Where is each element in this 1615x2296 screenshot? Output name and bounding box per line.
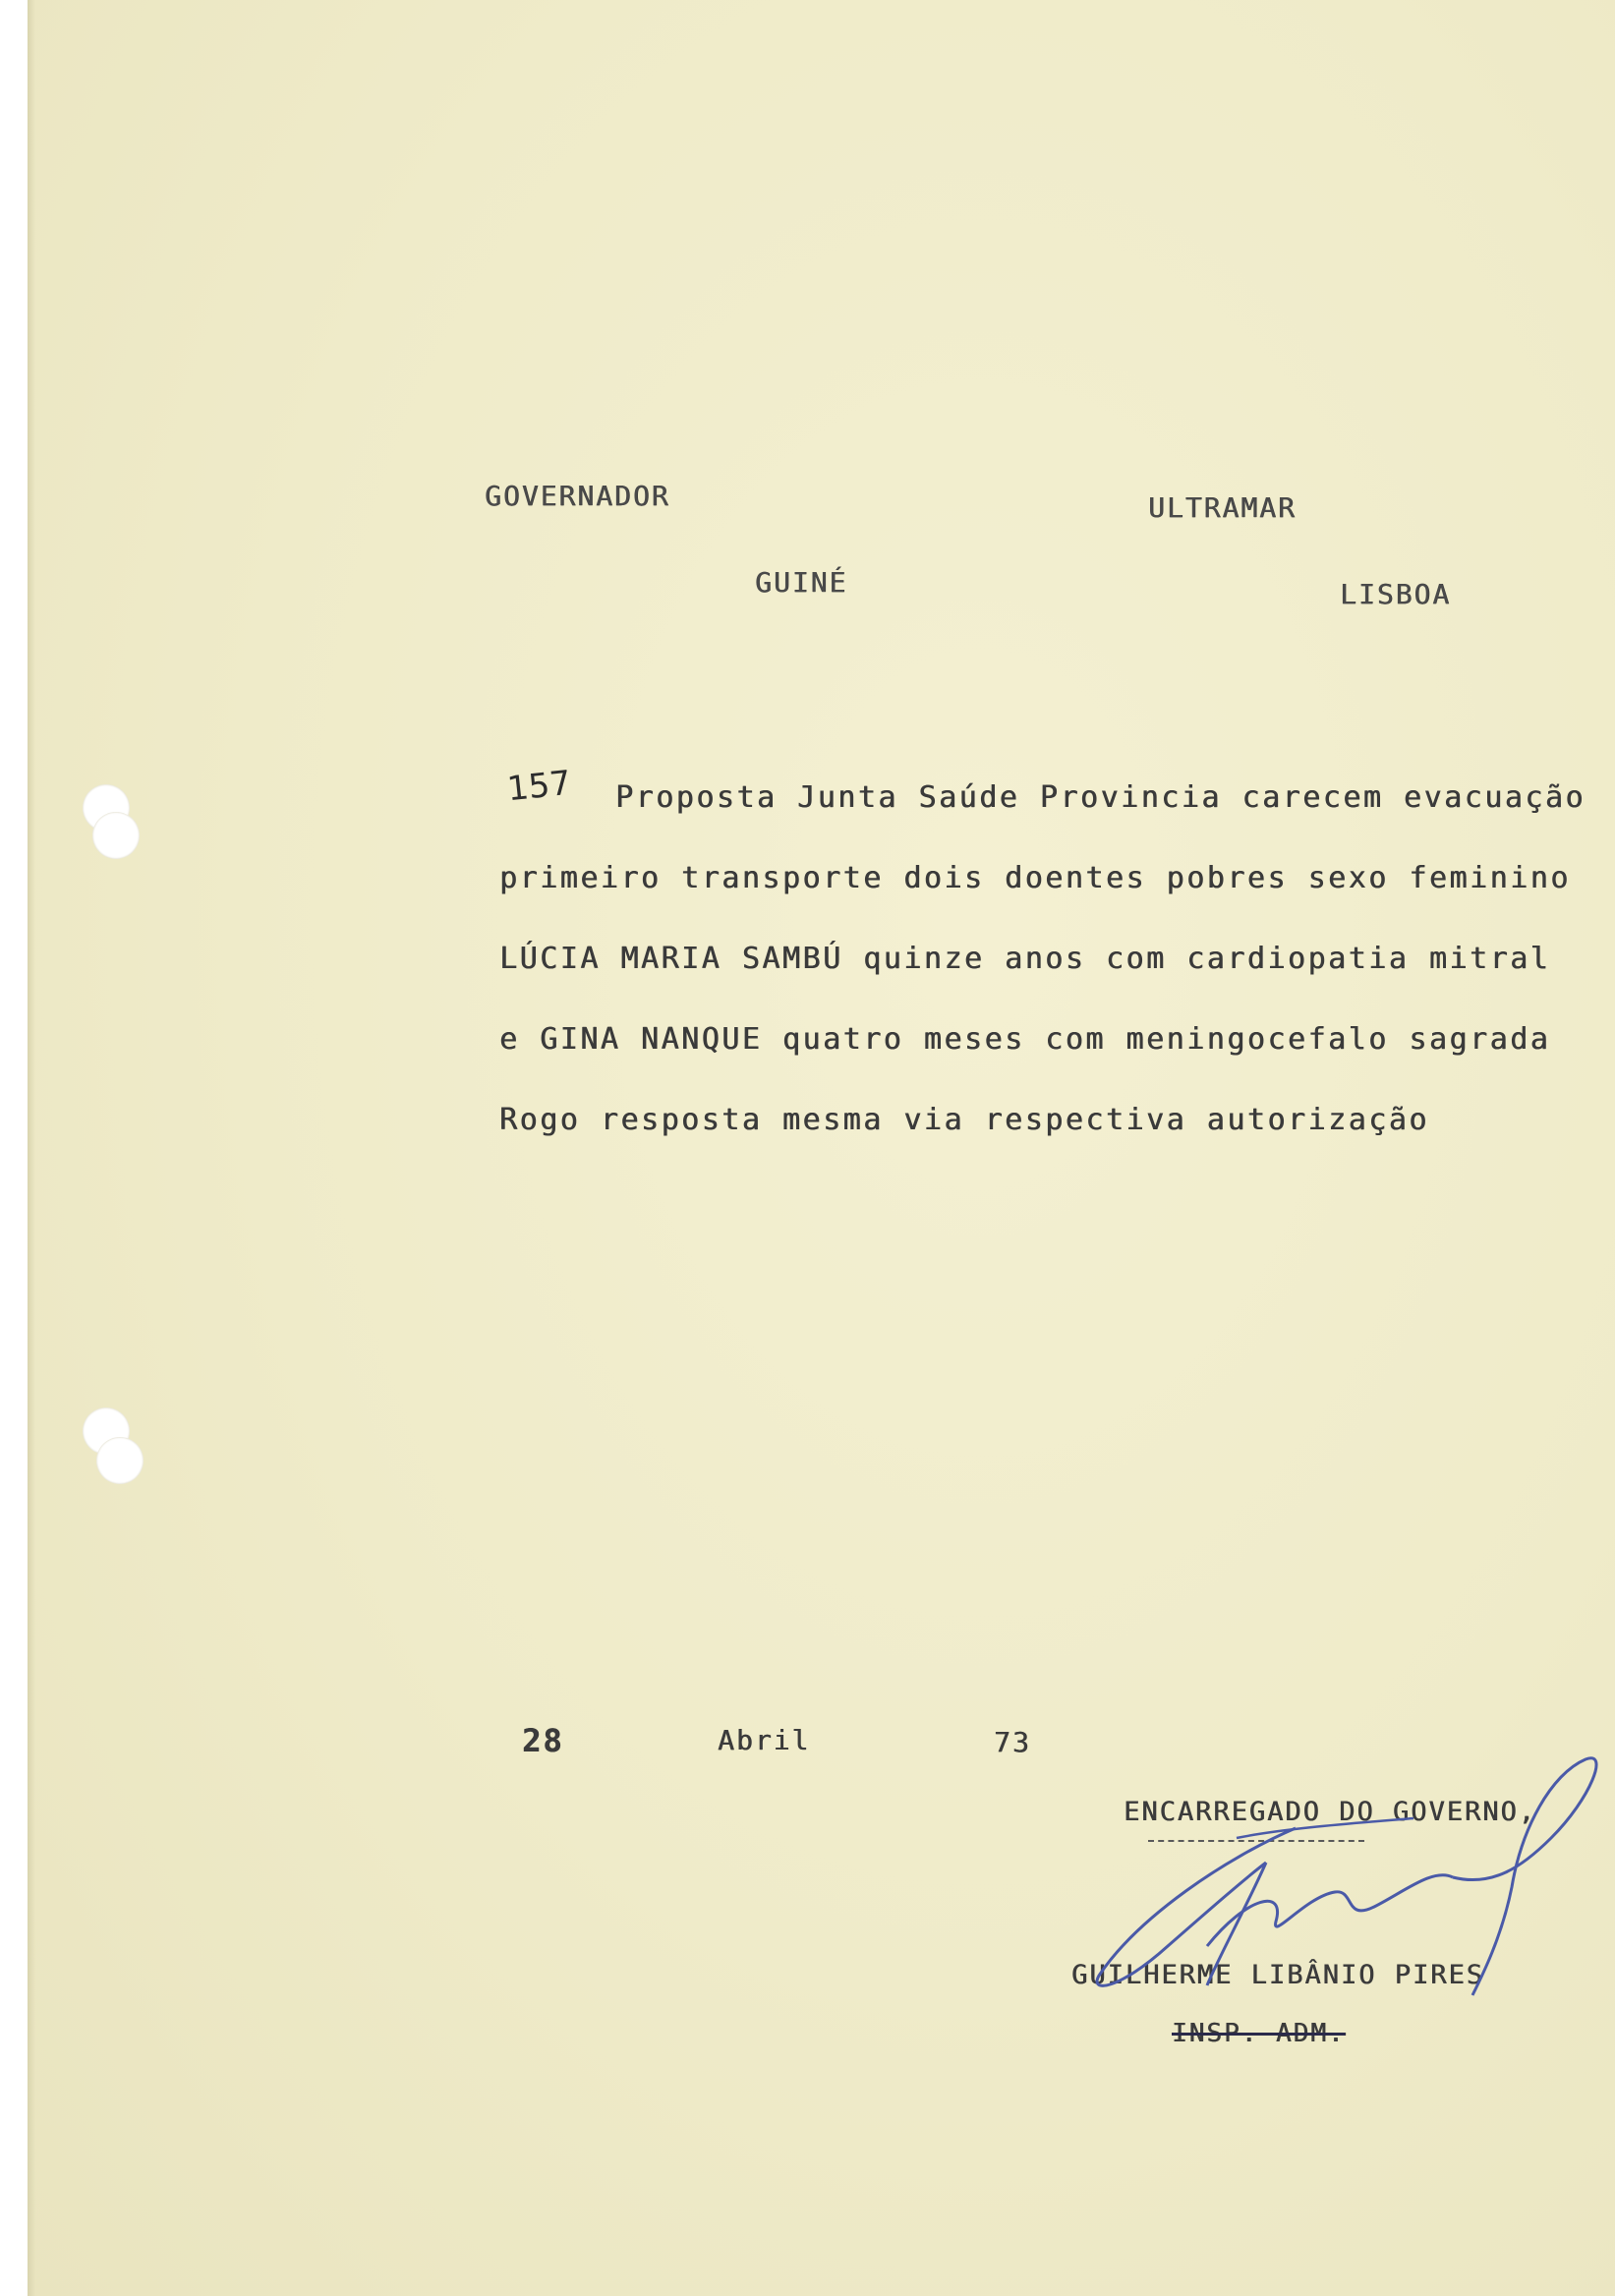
role-underline-dashes [1148, 1840, 1364, 1842]
punch-hole-top-b [92, 812, 140, 859]
header-to-place: LISBOA [1340, 578, 1452, 610]
message-line-1: Proposta Junta Saúde Provincia carecem evacuação [615, 780, 1586, 815]
message-line-5: Rogo resposta mesma via respectiva autorização [499, 1103, 1429, 1137]
signatory-name: GUILHERME LIBÂNIO PIRES [1071, 1960, 1484, 1990]
message-line-4: e GINA NANQUE quatro meses com meningocefalo sagrada [499, 1022, 1551, 1057]
struck-title: INSP. ADM. [1172, 2019, 1346, 2048]
signatory-role: ENCARREGADO DO GOVERNO, [1124, 1797, 1536, 1827]
punch-hole-bottom-b [96, 1437, 144, 1484]
date-day: 28 [522, 1722, 564, 1759]
page-edge-shadow [28, 0, 35, 2296]
message-number: 157 [505, 763, 573, 810]
document-page [28, 0, 1615, 2296]
message-line-3: LÚCIA MARIA SAMBÚ quinze anos com cardiopatia mitral [499, 942, 1551, 976]
date-month: Abril [718, 1724, 811, 1756]
header-to-title: ULTRAMAR [1148, 491, 1297, 524]
message-line-2: primeiro transporte dois doentes pobres sexo feminino [499, 861, 1571, 895]
date-year: 73 [994, 1726, 1031, 1758]
header-from-title: GOVERNADOR [485, 480, 670, 512]
header-from-place: GUINÉ [755, 566, 848, 599]
